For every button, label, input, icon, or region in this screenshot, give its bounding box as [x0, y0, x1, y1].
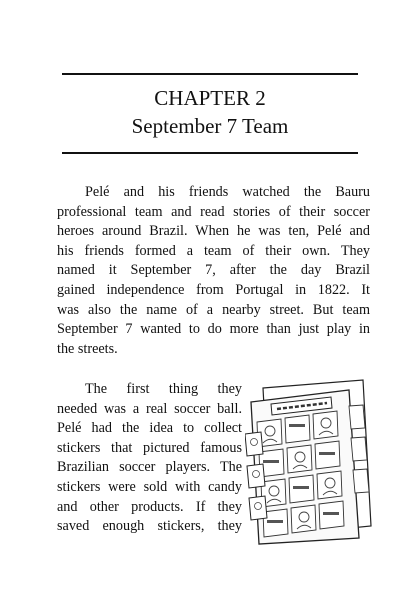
- text-line: stickers that pictured famous: [57, 439, 242, 456]
- text-line: The first thing they: [85, 381, 242, 397]
- paragraph-1: [57, 183, 370, 359]
- chapter-title: September 7 Team: [131, 114, 289, 138]
- chapter-heading: [62, 84, 358, 140]
- text-line: and other products. If they: [57, 498, 242, 515]
- chapter-number: CHAPTER 2: [154, 86, 266, 110]
- text-line: professional team and read stories of their soccer: [57, 203, 370, 220]
- text-line: heroes around Brazil. When he was ten, Pelé and: [57, 223, 370, 240]
- text-line: Brazilian soccer players. The: [57, 459, 242, 476]
- text-line: Pelé and his friends watched the Bauru: [85, 184, 370, 200]
- text-line: was also the name of a nearby street. But team: [57, 301, 370, 318]
- top-rule: [62, 73, 358, 75]
- text-line: named it September 7, after the day Brazil: [57, 262, 370, 279]
- text-line: Pelé had the idea to collect: [57, 420, 242, 437]
- text-line: gained independence from Portugal in 1822. It: [57, 281, 370, 298]
- sticker-album-icon: [245, 376, 375, 546]
- text-line: his friends formed a team of their own. They: [57, 242, 370, 259]
- text-line: the streets.: [57, 340, 118, 357]
- bottom-rule: [62, 152, 358, 154]
- text-line: needed was a real soccer ball.: [57, 400, 242, 417]
- text-line: stickers were sold with candy: [57, 478, 242, 495]
- text-line: September 7 wanted to do more than just play in: [57, 321, 370, 338]
- text-line: saved enough stickers, they: [57, 518, 242, 535]
- paragraph-2: [57, 380, 242, 537]
